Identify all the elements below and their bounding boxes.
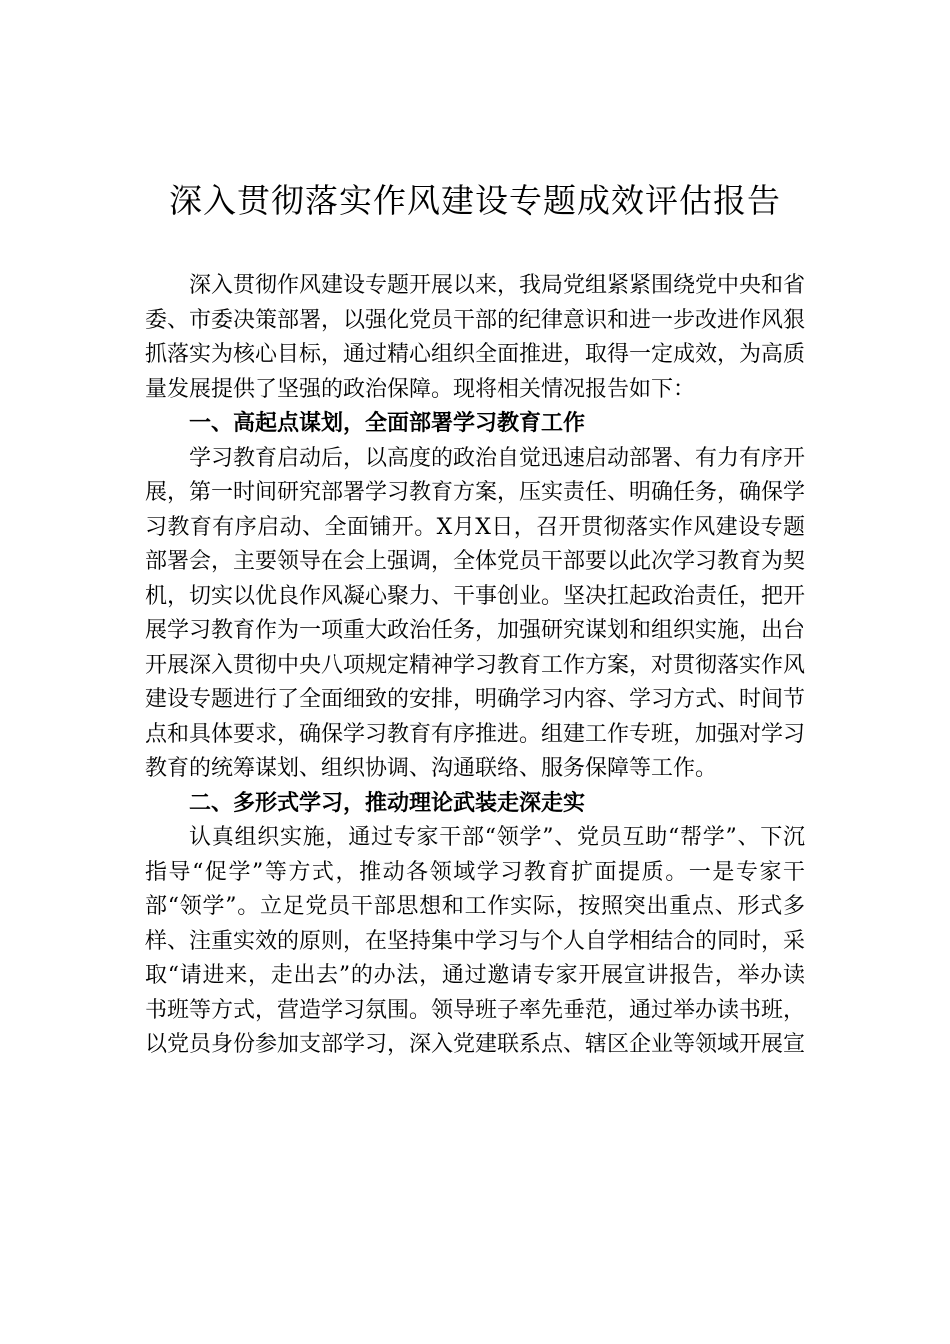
document-title: 深入贯彻落实作风建设专题成效评估报告 [169,181,781,220]
section-heading-2: 二、多形式学习，推动理论武装走深走实 [189,790,586,816]
section-heading-1: 一、高起点谋划，全面部署学习教育工作 [189,411,586,436]
intro-paragraph: 深入贯彻作风建设专题开展以来，我局党组紧紧围绕党中央和省委、市委决策部署，以强化党员干部的纪律意识和进一步改进作风狠抓落实为核心目标，通过精心组织全面推进，取得一定成效，为高质量发展提供了坚强的政治保障。现将相关情况报告如下： [145,273,806,402]
section-2-paragraph: 认真组织实施，通过专家干部“领学”、党员互助“帮学”、下沉指导“促学”等方式，推动各领域学习教育扩面提质。一是专家干部“领学”。立足党员干部思想和工作实际，按照突出重点、形式多样、注重实效的原则，在坚持集中学习与个人自学相结合的同时，采取“请进来，走出去”的办法，通过邀请专家开展宣讲报告，举办读书班等方式，营造学习氛围。领导班子率先垂范，通过举办读书班，以党员身份参加支部学习，深入党建联系点、辖区企业等领域开展宣 [145,825,806,1057]
document-body [145,269,805,1063]
section-1-paragraph: 学习教育启动后，以高度的政治自觉迅速启动部署、有力有序开展，第一时间研究部署学习教育方案，压实责任、明确任务，确保学习教育有序启动、全面铺开。X月X日，召开贯彻落实作风建设专题部署会，主要领导在会上强调，全体党员干部要以此次学习教育为契机，切实以优良作风凝心聚力、干事创业。坚决扛起政治责任，把开展学习教育作为一项重大政治任务，加强研究谋划和组织实施，出台开展深入贯彻中央八项规定精神学习教育工作方案，对贯彻落实作风建设专题进行了全面细致的安排，明确学习内容、学习方式、时间节点和具体要求，确保学习教育有序推进。组建工作专班，加强对学习教育的统筹谋划、组织协调、沟通联络、服务保障等工作。 [145,445,806,781]
